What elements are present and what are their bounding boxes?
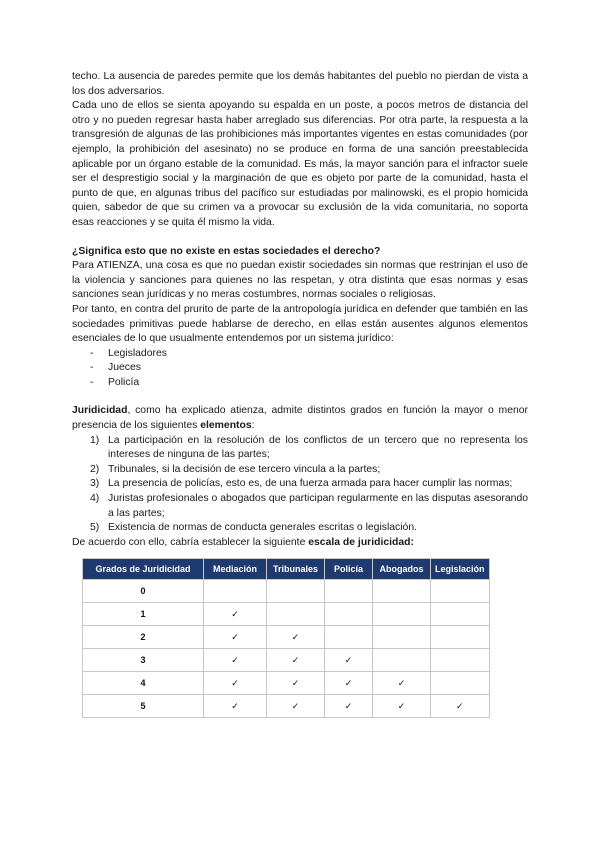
- juridicidad-table: [82, 558, 490, 718]
- list-item: [72, 463, 528, 478]
- check-cell: ✓: [373, 672, 431, 695]
- paragraph-por-tanto: Por tanto, en contra del prurito de parte de la antropología jurídica en defender que también en las sociedades primitivas puede hablarse de derecho, en ellas están ausentes algunos elementos esenciales de lo que usualmente entendemos por un sistema jurídico:: [72, 303, 528, 345]
- check-cell: [325, 580, 373, 603]
- header-tribunales: Tribunales: [267, 559, 325, 580]
- check-cell: [431, 626, 490, 649]
- paragraph-intro: techo. La ausencia de paredes permite que los demás habitantes del pueblo no pierdan de vista a los dos adversarios.: [72, 71, 528, 97]
- list-item: [72, 492, 528, 521]
- list-text: La participación en la resolución de los conflictos de un tercero que no representa los intereses de ninguna de las partes;: [108, 434, 528, 461]
- check-cell: [373, 649, 431, 672]
- table-row: [83, 649, 490, 672]
- check-cell: [431, 580, 490, 603]
- check-cell: ✓: [204, 672, 267, 695]
- table-header-row: [83, 559, 490, 580]
- check-cell: [373, 580, 431, 603]
- table-row: [83, 626, 490, 649]
- grade-cell: 5: [83, 695, 204, 718]
- grade-cell: 0: [83, 580, 204, 603]
- grade-cell: 1: [83, 603, 204, 626]
- check-cell: ✓: [431, 695, 490, 718]
- absent-elements-list: [72, 347, 528, 391]
- check-cell: ✓: [373, 695, 431, 718]
- grade-cell: 4: [83, 672, 204, 695]
- paragraph-poste: Cada uno de ellos se sienta apoyando su espalda en un poste, a pocos metros de distancia del otro y no pueden regresar hasta haber arreglado sus diferencias. Por otra parte, la respuesta a la transgresión de algunas de las prohibiciones más importantes vigentes en estas comunidades (por ejemplo, la prohibición del asesinato) no se produce en forma de una sanción preestablecida aplicable por un órgano estable de la comunidad. Es más, la mayor sanción para el infractor suele ser el desprestigio social y la marginación de que es objeto por parte de la comunidad, hasta el punto de que, en algunas tribus del pacífico sur estudiadas por malinowski, es el propio homicida quien, sabedor de que su crimen va a provocar su exclusión de la vida comunitaria, no soporta esas reacciones y se quita él mismo la vida.: [72, 100, 528, 228]
- grade-cell: 3: [83, 649, 204, 672]
- paragraph-juridicidad: [72, 404, 528, 433]
- grade-cell: 2: [83, 626, 204, 649]
- paragraph-escala: [72, 536, 528, 551]
- check-cell: ✓: [325, 695, 373, 718]
- header-mediacion: Mediación: [204, 559, 267, 580]
- list-number: 1): [90, 434, 100, 446]
- check-cell: [204, 580, 267, 603]
- check-cell: [431, 603, 490, 626]
- check-cell: ✓: [325, 672, 373, 695]
- check-cell: [373, 626, 431, 649]
- list-number: 5): [90, 522, 100, 534]
- check-cell: ✓: [267, 672, 325, 695]
- check-cell: [431, 649, 490, 672]
- list-item: [72, 434, 528, 463]
- check-cell: ✓: [204, 626, 267, 649]
- list-item: [72, 477, 528, 492]
- check-cell: ✓: [204, 603, 267, 626]
- term-juridicidad: Juridicidad: [72, 405, 128, 417]
- header-grados: Grados de Juridicidad: [83, 559, 204, 580]
- paragraph-atienza: Para ATIENZA, una cosa es que no puedan existir sociedades sin normas que restrinjan el uso de la violencia y sanciones para quienes no las respetan, y otra distinta que esas normas y esas sanciones sean jurídicas y no meras costumbres, normas sociales o religiosas.: [72, 260, 528, 301]
- text-span: :: [251, 420, 255, 432]
- table-row: [83, 672, 490, 695]
- list-number: 2): [90, 463, 100, 475]
- list-text: La presencia de policías, esto es, de una fuerza armada para hacer cumplir las normas;: [108, 478, 513, 490]
- header-abogados: Abogados: [373, 559, 431, 580]
- table-row: [83, 695, 490, 718]
- list-number: 3): [90, 478, 100, 490]
- check-cell: ✓: [204, 695, 267, 718]
- table-row: [83, 580, 490, 603]
- check-cell: [267, 603, 325, 626]
- check-cell: ✓: [204, 649, 267, 672]
- header-policia: Policía: [325, 559, 373, 580]
- list-item: - Policía: [72, 376, 528, 391]
- term-escala: escala de juridicidad:: [308, 536, 414, 548]
- text-span: , como ha explicado atienza, admite distintos grados en función la mayor o menor presencia de los siguientes: [72, 405, 528, 432]
- check-cell: [267, 580, 325, 603]
- check-cell: [373, 603, 431, 626]
- list-text: Juristas profesionales o abogados que participan regularmente en las disputas asesorando a las partes;: [108, 493, 528, 519]
- header-legislacion: Legislación: [431, 559, 490, 580]
- check-cell: [431, 672, 490, 695]
- list-text: Tribunales, si la decisión de ese tercero vincula a la partes;: [108, 463, 381, 475]
- check-cell: ✓: [267, 626, 325, 649]
- list-number: 4): [90, 493, 100, 505]
- text-span: De acuerdo con ello, cabría establecer la siguiente: [72, 536, 309, 548]
- list-item: - Legisladores: [72, 347, 528, 362]
- list-text: Existencia de normas de conducta generales escritas o legislación.: [108, 522, 418, 534]
- check-cell: ✓: [267, 649, 325, 672]
- check-cell: ✓: [267, 695, 325, 718]
- check-cell: ✓: [325, 649, 373, 672]
- section-question: ¿Significa esto que no existe en estas sociedades el derecho?: [72, 245, 381, 257]
- list-item: - Jueces: [72, 361, 528, 376]
- elements-list: [72, 434, 528, 536]
- check-cell: [325, 603, 373, 626]
- term-elementos: elementos: [200, 420, 252, 432]
- check-cell: [325, 626, 373, 649]
- list-item: [72, 521, 528, 536]
- table-row: [83, 603, 490, 626]
